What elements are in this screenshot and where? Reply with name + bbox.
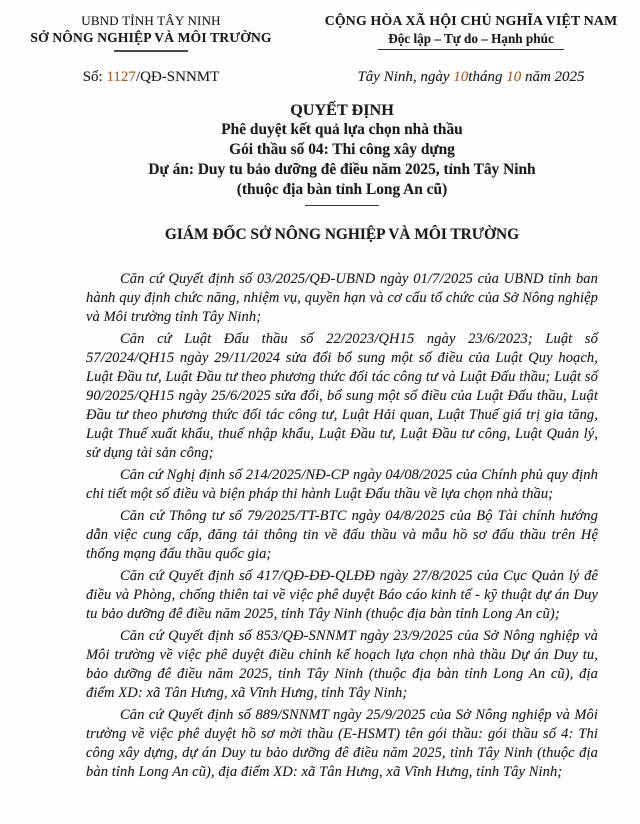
national-header-block xyxy=(302,13,640,52)
national-title: CỘNG HÒA XÃ HỘI CHỦ NGHĨA VIỆT NAM xyxy=(324,13,618,28)
decision-subtitle-area: (thuộc địa bàn tỉnh Long An cũ) xyxy=(236,181,448,198)
national-motto: Độc lập – Tự do – Hạnh phúc xyxy=(378,31,564,50)
document-header xyxy=(0,0,640,52)
doc-number-label: Số: xyxy=(82,69,107,85)
place-date-line xyxy=(302,69,640,86)
legal-basis-paragraph: Căn cứ Quyết định số 417/QĐ-ĐĐ-QLĐĐ ngày 27/8/2025 của Cục Quản lý đê điều và Phòng, chống thiên tai về việc phê duyệt Báo cáo kinh tế - kỹ thuật dự án Duy tu bảo dưỡng đê điều năm 2025, tỉnh Tây Ninh (thuộc địa bàn tỉnh Long An cũ); xyxy=(86,568,598,622)
decision-title: QUYẾT ĐỊNH xyxy=(290,101,394,119)
legal-basis-paragraph: Căn cứ Nghị định số 214/2025/NĐ-CP ngày 04/08/2025 của Chính phủ quy định chi tiết một số điều và biện pháp thi hành Luật Đấu thầu về lựa chọn nhà thầu; xyxy=(86,467,598,502)
decision-title-block xyxy=(86,100,598,206)
legal-basis-paragraph: Căn cứ Luật Đấu thầu số 22/2023/QH15 ngày 23/6/2023; Luật số 57/2024/QH15 ngày 29/11/2024 sửa đổi bổ sung một số điều của Luật Quy hoạch, Luật Đầu tư, Luật Đầu tư theo phương thức đối tác công tư và Luật Đấu thầu; Luật số 90/2025/QH15 ngày 25/6/2025 sửa đổi, bổ sung một số điều của Luật Đấu thầu, Luật Đầu tư theo phương thức đối tác công tư, Luật Hải quan, Luật Thuế giá trị gia tăng, Luật Thuế xuất khẩu, thuế nhập khẩu, Luật Đầu tư, Luật Đầu tư công, Luật Quản lý, sử dụng tài sản công; xyxy=(86,331,598,461)
title-underline-rule xyxy=(305,205,379,206)
issuing-org-block xyxy=(0,13,302,52)
decision-subtitle-project: Dự án: Duy tu bảo dưỡng đê điều năm 2025, tỉnh Tây Ninh xyxy=(148,161,536,178)
legal-basis-paragraph: Căn cứ Quyết định số 853/QĐ-SNNMT ngày 23/9/2025 của Sở Nông nghiệp và Môi trường về việc phê duyệt điều chỉnh kế hoạch lựa chọn nhà thầu Dự án Duy tu, bảo dưỡng đê điều năm 2025, tỉnh Tây Ninh (thuộc địa bàn tỉnh Long An cũ), địa điểm XD: xã Tân Hưng, xã Vĩnh Hưng, tỉnh Tây Ninh; xyxy=(86,628,598,701)
decision-subtitle-package: Gói thầu số 04: Thi công xây dựng xyxy=(229,141,455,158)
doc-number-value: 1127 xyxy=(106,69,136,85)
legal-basis-paragraph: Căn cứ Quyết định số 03/2025/QĐ-UBND ngày 01/7/2025 của UBND tỉnh ban hành quy định chức năng, nhiệm vụ, quyền hạn và cơ cấu tổ chức của Sở Nông nghiệp và Môi trường tỉnh Tây Ninh; xyxy=(86,271,598,325)
issuing-org-name: SỞ NÔNG NGHIỆP VÀ MÔI TRƯỜNG xyxy=(30,30,272,45)
number-date-row xyxy=(0,69,640,86)
date-prefix: Tây Ninh, ngày xyxy=(357,69,454,85)
doc-number-suffix: /QĐ-SNNMT xyxy=(135,69,220,85)
authority-heading: GIÁM ĐỐC SỞ NÔNG NGHIỆP VÀ MÔI TRƯỜNG xyxy=(164,226,520,243)
parent-org-name: UBND TỈNH TÂY NINH xyxy=(81,13,221,28)
decision-subtitle-approval: Phê duyệt kết quả lựa chọn nhà thầu xyxy=(221,121,463,138)
org-underline-rule xyxy=(114,50,188,52)
date-day: 10 xyxy=(453,69,469,85)
legal-basis-paragraph: Căn cứ Thông tư số 79/2025/TT-BTC ngày 04/8/2025 của Bộ Tài chính hướng dẫn việc cung cấp, đăng tải thông tin về đấu thầu và mẫu hồ sơ đấu thầu trên Hệ thống mạng đấu thầu quốc gia; xyxy=(86,508,598,562)
date-month: 10 xyxy=(506,69,522,85)
legal-basis-section xyxy=(86,270,598,782)
date-mid: tháng xyxy=(468,69,507,85)
doc-number xyxy=(0,69,302,86)
legal-basis-paragraph: Căn cứ Quyết định số 889/SNNMT ngày 25/9/2025 của Sở Nông nghiệp và Môi trường về việc phê duyệt hồ sơ mời thầu (E-HSMT) tên gói thầu: gói thầu số 4: Thi công xây dựng, dự án Duy tu bảo dưỡng đê điều năm 2025, tỉnh Tây Ninh (thuộc địa bàn tỉnh Long An cũ), địa điểm XD: xã Tân Hưng, xã Vĩnh Hưng, tỉnh Tây Ninh; xyxy=(86,707,598,780)
date-tail: năm 2025 xyxy=(521,69,585,85)
